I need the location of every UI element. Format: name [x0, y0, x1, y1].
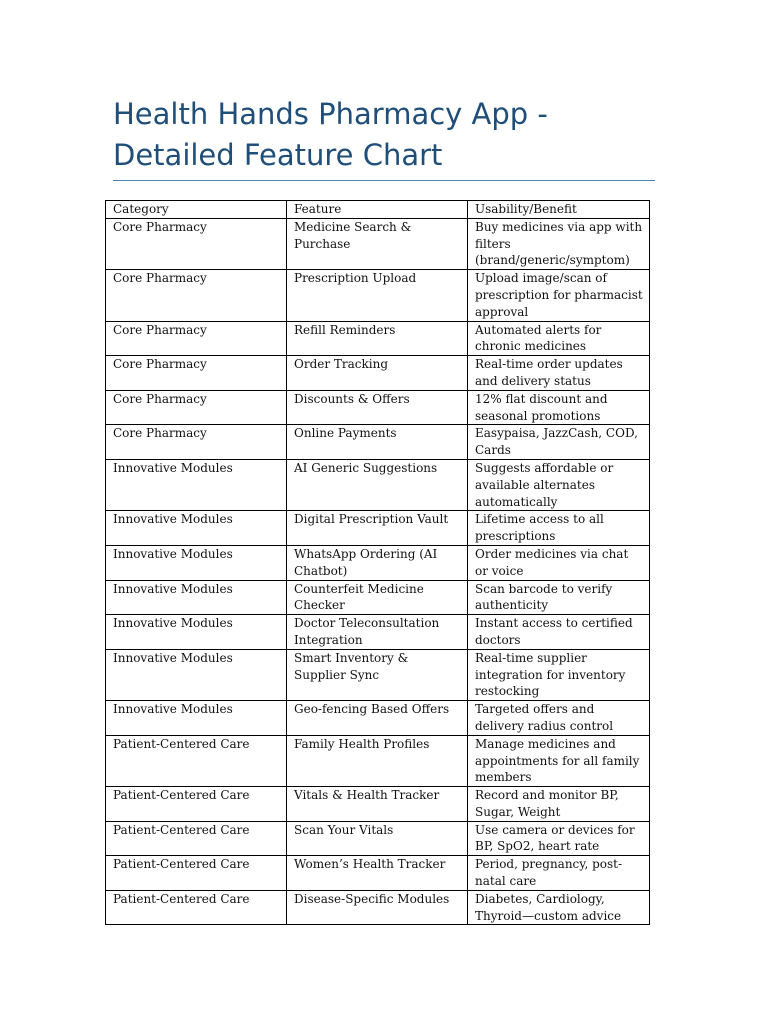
category-cell: Innovative Modules — [106, 649, 287, 700]
table-body — [106, 218, 650, 925]
table-row — [106, 890, 650, 925]
feature-cell: WhatsApp Ordering (AI Chatbot) — [287, 545, 468, 580]
benefit-cell: Automated alerts for chronic medicines — [468, 321, 650, 356]
table-row — [106, 735, 650, 786]
feature-cell: Discounts & Offers — [287, 390, 468, 425]
category-cell: Patient-Centered Care — [106, 856, 287, 891]
table-row — [106, 545, 650, 580]
table-row — [106, 390, 650, 425]
document-title: Health Hands Pharmacy App - Detailed Feature Chart — [113, 97, 548, 172]
table-row — [106, 787, 650, 822]
benefit-cell: Suggests affordable or available alternates automatically — [468, 459, 650, 510]
category-cell: Core Pharmacy — [106, 356, 287, 391]
benefit-cell: Buy medicines via app with filters (brand/generic/symptom) — [468, 218, 650, 269]
category-cell: Core Pharmacy — [106, 270, 287, 321]
category-cell: Core Pharmacy — [106, 321, 287, 356]
benefit-cell: Upload image/scan of prescription for pharmacist approval — [468, 270, 650, 321]
feature-cell: Geo-fencing Based Offers — [287, 701, 468, 736]
header-usability-benefit: Usability/Benefit — [468, 201, 650, 219]
benefit-cell: Real-time order updates and delivery status — [468, 356, 650, 391]
table-row — [106, 615, 650, 650]
feature-cell: Women’s Health Tracker — [287, 856, 468, 891]
feature-cell: Counterfeit Medicine Checker — [287, 580, 468, 615]
feature-cell: Scan Your Vitals — [287, 821, 468, 856]
benefit-cell: Easypaisa, JazzCash, COD, Cards — [468, 425, 650, 460]
header-category: Category — [106, 201, 287, 219]
category-cell: Patient-Centered Care — [106, 735, 287, 786]
feature-cell: Family Health Profiles — [287, 735, 468, 786]
feature-cell: Smart Inventory & Supplier Sync — [287, 649, 468, 700]
feature-cell: Prescription Upload — [287, 270, 468, 321]
table-row — [106, 649, 650, 700]
header-feature: Feature — [287, 201, 468, 219]
benefit-cell: Targeted offers and delivery radius control — [468, 701, 650, 736]
feature-cell: Medicine Search & Purchase — [287, 218, 468, 269]
feature-cell: Disease-Specific Modules — [287, 890, 468, 925]
category-cell: Core Pharmacy — [106, 218, 287, 269]
category-cell: Patient-Centered Care — [106, 821, 287, 856]
benefit-cell: Record and monitor BP, Sugar, Weight — [468, 787, 650, 822]
benefit-cell: 12% flat discount and seasonal promotions — [468, 390, 650, 425]
category-cell: Innovative Modules — [106, 511, 287, 546]
table-row — [106, 459, 650, 510]
category-cell: Core Pharmacy — [106, 390, 287, 425]
category-cell: Innovative Modules — [106, 701, 287, 736]
feature-table — [105, 200, 650, 925]
table-row — [106, 856, 650, 891]
table-row — [106, 270, 650, 321]
benefit-cell: Period, pregnancy, post-natal care — [468, 856, 650, 891]
table-row — [106, 356, 650, 391]
category-cell: Innovative Modules — [106, 545, 287, 580]
feature-cell: Digital Prescription Vault — [287, 511, 468, 546]
benefit-cell: Manage medicines and appointments for all family members — [468, 735, 650, 786]
feature-cell: Vitals & Health Tracker — [287, 787, 468, 822]
benefit-cell: Lifetime access to all prescriptions — [468, 511, 650, 546]
table-row — [106, 425, 650, 460]
feature-cell: Online Payments — [287, 425, 468, 460]
category-cell: Patient-Centered Care — [106, 787, 287, 822]
table-row — [106, 821, 650, 856]
table-header-row — [106, 201, 650, 219]
table-row — [106, 580, 650, 615]
feature-cell: Doctor Teleconsultation Integration — [287, 615, 468, 650]
benefit-cell: Use camera or devices for BP, SpO2, heart rate — [468, 821, 650, 856]
category-cell: Innovative Modules — [106, 580, 287, 615]
benefit-cell: Instant access to certified doctors — [468, 615, 650, 650]
feature-cell: Order Tracking — [287, 356, 468, 391]
benefit-cell: Scan barcode to verify authenticity — [468, 580, 650, 615]
table-row — [106, 511, 650, 546]
table-row — [106, 701, 650, 736]
table-row — [106, 321, 650, 356]
benefit-cell: Real-time supplier integration for inventory restocking — [468, 649, 650, 700]
category-cell: Innovative Modules — [106, 459, 287, 510]
feature-cell: AI Generic Suggestions — [287, 459, 468, 510]
benefit-cell: Order medicines via chat or voice — [468, 545, 650, 580]
title-underline — [113, 180, 655, 181]
feature-cell: Refill Reminders — [287, 321, 468, 356]
category-cell: Innovative Modules — [106, 615, 287, 650]
benefit-cell: Diabetes, Cardiology, Thyroid—custom advice — [468, 890, 650, 925]
table-row — [106, 218, 650, 269]
category-cell: Core Pharmacy — [106, 425, 287, 460]
category-cell: Patient-Centered Care — [106, 890, 287, 925]
